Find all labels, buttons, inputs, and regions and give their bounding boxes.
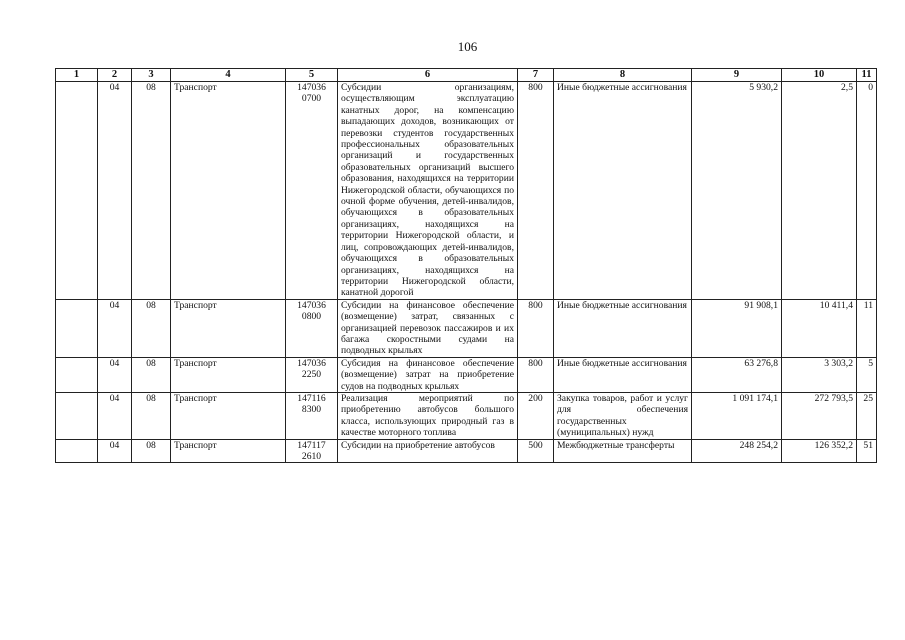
cell-expense-code: 800 bbox=[518, 299, 554, 357]
cell-col1 bbox=[56, 392, 98, 439]
cell-category: Транспорт bbox=[171, 82, 286, 300]
cell-expense-code: 800 bbox=[518, 357, 554, 392]
cell-subsection: 08 bbox=[132, 299, 171, 357]
cell-value-11: 25 bbox=[857, 392, 877, 439]
cell-value-9: 63 276,8 bbox=[692, 357, 782, 392]
cell-target-code bbox=[286, 357, 338, 392]
cell-expense-type: Межбюджетные трансферты bbox=[554, 439, 692, 463]
cell-category: Транспорт bbox=[171, 439, 286, 463]
table-row bbox=[56, 357, 877, 392]
table-row bbox=[56, 392, 877, 439]
cell-section: 04 bbox=[98, 357, 132, 392]
cell-value-9: 248 254,2 bbox=[692, 439, 782, 463]
cell-value-10: 2,5 bbox=[782, 82, 857, 300]
cell-col1 bbox=[56, 299, 98, 357]
cell-category: Транспорт bbox=[171, 357, 286, 392]
cell-value-9: 91 908,1 bbox=[692, 299, 782, 357]
cell-col1 bbox=[56, 439, 98, 463]
cell-expense-code: 200 bbox=[518, 392, 554, 439]
cell-section: 04 bbox=[98, 439, 132, 463]
budget-table bbox=[55, 68, 877, 463]
cell-value-11: 51 bbox=[857, 439, 877, 463]
target-code-part1: 147036 bbox=[297, 299, 326, 311]
cell-expense-type: Иные бюджетные ассигнования bbox=[554, 299, 692, 357]
table-row bbox=[56, 299, 877, 357]
header-cell-3: 3 bbox=[132, 69, 171, 82]
cell-category: Транспорт bbox=[171, 392, 286, 439]
cell-description: Реализация мероприятий по приобретению автобусов большого класса, использующих природный газ в качестве моторного топлива bbox=[338, 392, 518, 439]
page-number: 106 bbox=[457, 39, 478, 54]
cell-description: Субсидии на финансовое обеспечение (возмещение) затрат, связанных с организацией перевозок пассажиров и их багажа скоростными судами на подводных крыльях bbox=[338, 299, 518, 357]
cell-expense-type: Закупка товаров, работ и услуг для обеспечения государственных (муниципальных) нужд bbox=[554, 392, 692, 439]
target-code-part1: 147036 bbox=[297, 357, 326, 369]
header-cell-11: 11 bbox=[857, 69, 877, 82]
cell-expense-code: 800 bbox=[518, 82, 554, 300]
cell-target-code bbox=[286, 392, 338, 439]
cell-value-9: 1 091 174,1 bbox=[692, 392, 782, 439]
header-cell-7: 7 bbox=[518, 69, 554, 82]
cell-expense-type: Иные бюджетные ассигнования bbox=[554, 82, 692, 300]
cell-section: 04 bbox=[98, 299, 132, 357]
target-code-part1: 147036 bbox=[297, 82, 326, 93]
cell-col1 bbox=[56, 357, 98, 392]
header-cell-2: 2 bbox=[98, 69, 132, 82]
target-code-part2: 0700 bbox=[301, 93, 322, 105]
cell-section: 04 bbox=[98, 82, 132, 300]
header-cell-1: 1 bbox=[56, 69, 98, 82]
cell-value-11: 11 bbox=[857, 299, 877, 357]
cell-value-10: 272 793,5 bbox=[782, 392, 857, 439]
header-cell-8: 8 bbox=[554, 69, 692, 82]
header-cell-10: 10 bbox=[782, 69, 857, 82]
cell-value-10: 3 303,2 bbox=[782, 357, 857, 392]
target-code-part1: 147116 bbox=[297, 392, 326, 404]
target-code-part1: 147117 bbox=[297, 439, 326, 451]
cell-target-code bbox=[286, 299, 338, 357]
cell-description: Субсидии организациям, осуществляющим эксплуатацию канатных дорог, на компенсацию выпадающих доходов, возникающих от перевозки студентов государственных профессиональных образовательных организаций и государственных образовательных организаций высшего образования, находящихся на территории Нижегородской области, обучающихся по очной форме обучения, детей-инвалидов, обучающихся в образовательных организациях, находящихся на территории Нижегородской области, и лиц, сопровождающих детей-инвалидов, обучающихся в образовательных организациях, находящихся на территории Нижегородской области, канатной дорогой bbox=[338, 82, 518, 300]
target-code-part2: 2610 bbox=[301, 451, 322, 462]
header-cell-4: 4 bbox=[171, 69, 286, 82]
cell-col1 bbox=[56, 82, 98, 300]
cell-value-11: 5 bbox=[857, 357, 877, 392]
header-cell-6: 6 bbox=[338, 69, 518, 82]
cell-target-code bbox=[286, 439, 338, 463]
target-code-part2: 2250 bbox=[301, 369, 322, 381]
cell-category: Транспорт bbox=[171, 299, 286, 357]
header-row bbox=[56, 69, 877, 82]
cell-description: Субсидия на финансовое обеспечение (возмещение) затрат на приобретение судов на подводных крыльях bbox=[338, 357, 518, 392]
cell-subsection: 08 bbox=[132, 439, 171, 463]
cell-target-code bbox=[286, 82, 338, 300]
cell-subsection: 08 bbox=[132, 392, 171, 439]
cell-description: Субсидии на приобретение автобусов bbox=[338, 439, 518, 463]
cell-subsection: 08 bbox=[132, 82, 171, 300]
cell-expense-type: Иные бюджетные ассигнования bbox=[554, 357, 692, 392]
cell-value-10: 126 352,2 bbox=[782, 439, 857, 463]
cell-value-10: 10 411,4 bbox=[782, 299, 857, 357]
header-cell-5: 5 bbox=[286, 69, 338, 82]
cell-value-9: 5 930,2 bbox=[692, 82, 782, 300]
table-row bbox=[56, 439, 877, 463]
target-code-part2: 8300 bbox=[301, 404, 322, 416]
cell-subsection: 08 bbox=[132, 357, 171, 392]
cell-value-11: 0 bbox=[857, 82, 877, 300]
table-row bbox=[56, 82, 877, 300]
cell-expense-code: 500 bbox=[518, 439, 554, 463]
target-code-part2: 0800 bbox=[301, 311, 322, 323]
header-cell-9: 9 bbox=[692, 69, 782, 82]
cell-section: 04 bbox=[98, 392, 132, 439]
